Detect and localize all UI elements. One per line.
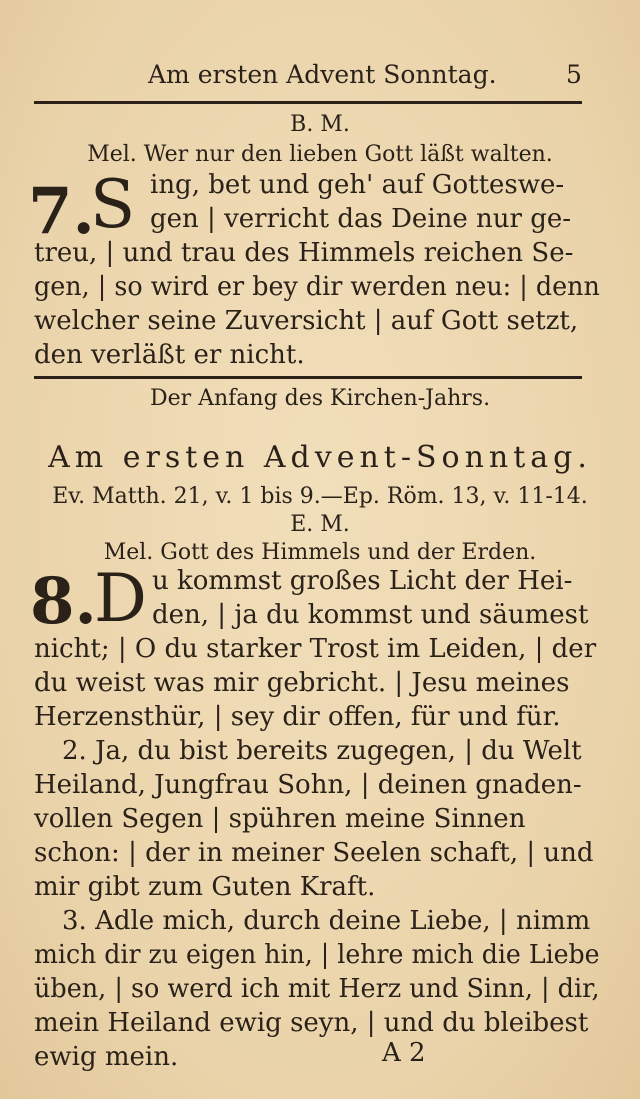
- hymn8-line: Herzensthür, | sey dir offen, für und für.: [34, 702, 561, 732]
- page-number: 5: [566, 60, 582, 89]
- hymn7-line: gen, | so wird er bey dir werden neu: | denn: [34, 272, 600, 302]
- hymn8-line: mein Heiland ewig seyn, | und du bleibest: [34, 1008, 589, 1038]
- hymn8-line: 3. Adle mich, durch deine Liebe, | nimm: [62, 906, 591, 936]
- hymn7-melody-label: B. M.: [290, 112, 350, 137]
- sunday-title: Am ersten Advent-Sonntag.: [48, 440, 592, 475]
- printer-signature: A 2: [382, 1038, 426, 1068]
- hymn7-number: 7.: [28, 174, 95, 249]
- hymn8-dropcap: D: [94, 560, 147, 637]
- hymn8-line: du weist was mir gebricht. | Jesu meines: [34, 668, 570, 698]
- hymn8-line: nicht; | O du starker Trost im Leiden, | der: [34, 634, 597, 664]
- hymn8-line: 2. Ja, du bist bereits zugegen, | du Welt: [62, 736, 582, 766]
- hymn8-line: mir gibt zum Guten Kraft.: [34, 872, 376, 902]
- hymn8-number: 8.: [30, 564, 97, 639]
- hymn8-melody-label: E. M.: [290, 512, 350, 537]
- hymn8-line: schon: | der in meiner Seelen schaft, | und: [34, 838, 594, 868]
- hymn8-melody: Mel. Gott des Himmels und der Erden.: [103, 540, 537, 565]
- hymn7-line: welcher seine Zuversicht | auf Gott setzt,: [34, 306, 579, 336]
- section-rule: [34, 376, 582, 379]
- hymn8-line: u kommst großes Licht der Hei-: [152, 566, 573, 596]
- hymn7-line: ing, bet und geh' auf Gotteswe-: [150, 170, 565, 200]
- running-head: Am ersten Advent Sonntag.: [148, 60, 497, 89]
- section-heading: Der Anfang des Kirchen-Jahrs.: [149, 386, 491, 411]
- hymn7-line: treu, | und trau des Himmels reichen Se-: [34, 238, 574, 268]
- hymn8-line: mich dir zu eigen hin, | lehre mich die Liebe: [34, 940, 600, 970]
- hymn7-line: den verläßt er nicht.: [34, 340, 305, 370]
- hymn8-line: üben, | so werd ich mit Herz und Sinn, | dir,: [34, 974, 600, 1004]
- hymn7-melody: Mel. Wer nur den lieben Gott läßt walten.: [87, 142, 553, 167]
- hymn8-line: Heiland, Jungfrau Sohn, | deinen gnaden-: [34, 770, 582, 800]
- hymn7-line: gen | verricht das Deine nur ge-: [150, 204, 572, 234]
- hymn8-line: ewig mein.: [34, 1042, 179, 1072]
- header-rule: [34, 101, 582, 104]
- hymn8-line: den, | ja du kommst und säumest: [152, 600, 589, 630]
- hymn7-dropcap: S: [90, 166, 136, 243]
- hymn8-line: vollen Segen | spühren meine Sinnen: [34, 804, 526, 834]
- readings: Ev. Matth. 21, v. 1 bis 9.—Ep. Röm. 13, v. 11-14.: [52, 484, 588, 509]
